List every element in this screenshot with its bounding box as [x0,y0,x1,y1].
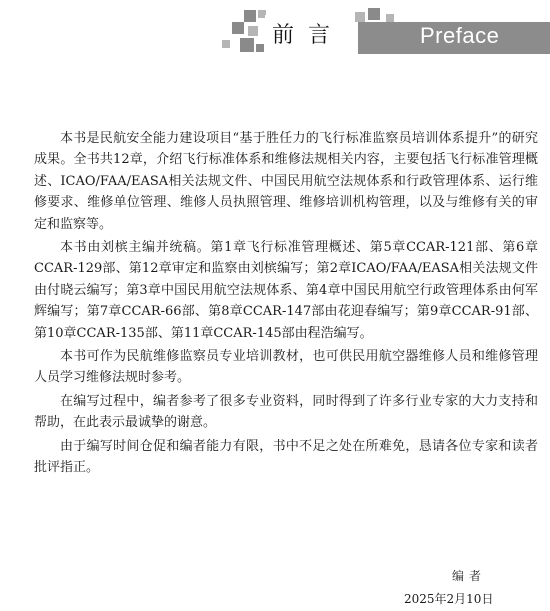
decor-square [248,26,258,36]
signature-date: 2025年2月10日 [404,592,494,606]
page-title: 前言 [272,23,345,48]
preface-body [34,128,538,481]
decor-square [355,12,365,22]
page-header [0,0,550,60]
decor-square [244,10,256,22]
paragraph: 本书由刘槟主编并统稿。第1章飞行标准管理概述、第5章CCAR-121部、第6章CCAR-129部、第12章审定和监察由刘槟编写；第2章ICAO/FAA/EASA相关法规文件由付晓云编写；第3章中国民用航空法规体系、第4章中国民用航空行政管理体系由何军辉编写；第7章CCAR-66部、第8章CCAR-147部由花迎春编写；第9章CCAR-91部、第10章CCAR-135部、第11章CCAR-145部由程浩编写。 [34,240,538,341]
paragraph: 在编写过程中，编者参考了很多专业资料，同时得到了许多行业专家的大力支持和帮助，在此表示最诚挚的谢意。 [34,393,538,431]
decor-square [256,44,264,52]
signature-editor: 编者 [452,569,487,583]
decor-square [368,8,380,20]
decor-square [232,22,244,34]
paragraph: 本书可作为民航维修监察员专业培训教材，也可供民用航空器维修人员和维修管理人员学习维修法规时参考。 [34,349,538,386]
paragraph: 由于编写时间仓促和编者能力有限，书中不足之处在所难免，恳请各位专家和读者批评指正。 [34,438,538,476]
decor-square [386,14,394,22]
paragraph: 本书是民航安全能力建设项目“基于胜任力的飞行标准监察员培训体系提升”的研究成果。全书共12章，介绍飞行标准体系和维修法规相关内容，主要包括飞行标准管理概述、ICAO/FAA/EASA相关法规文件、中国民用航空法规体系和行政管理体系、运行维修要求、维修单位管理、维修人员执照管理、维修培训机构管理，以及与维修有关的审定和监察等。 [34,131,538,232]
decor-square [222,40,230,48]
decor-square [240,38,254,52]
page-title-english: Preface [420,23,500,48]
